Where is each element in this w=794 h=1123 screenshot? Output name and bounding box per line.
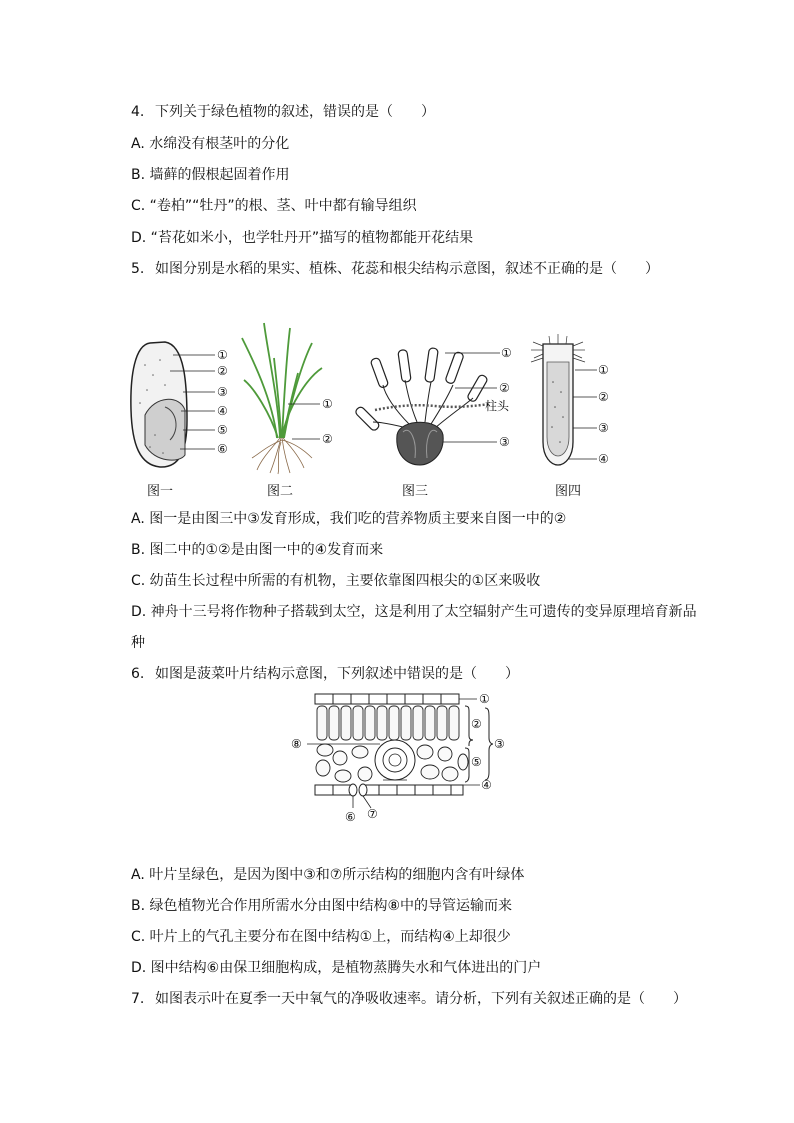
q5-stem-text: 如图分别是水稻的果实、植株、花蕊和根尖结构示意图，叙述不正确的是（ ） bbox=[155, 261, 659, 277]
fig4-label-1: ① bbox=[598, 363, 609, 377]
leaf-label-4: ④ bbox=[481, 778, 492, 792]
q5-figure-1-rice-grain bbox=[125, 335, 240, 470]
q5-option-d: D. 神舟十三号将作物种子搭载到太空，这是利用了太空辐射产生可遗传的变异原理培育新品 bbox=[131, 604, 697, 620]
q4-stem bbox=[131, 103, 435, 121]
fig3-label-stigma: 柱头 bbox=[485, 399, 510, 413]
fig4-label-4: ④ bbox=[598, 452, 609, 466]
fig1-label-5: ⑤ bbox=[217, 423, 228, 437]
fig4-label-3: ③ bbox=[598, 421, 609, 435]
fig1-label-3: ③ bbox=[217, 385, 228, 399]
q7-number: 7. bbox=[131, 991, 145, 1007]
q6-number: 6. bbox=[131, 666, 145, 682]
fig3-label-1: ① bbox=[501, 346, 512, 360]
q4-stem-text: 下列关于绿色植物的叙述，错误的是（ ） bbox=[155, 104, 435, 120]
q4-option-c: C. “卷柏”“牡丹”的根、茎、叶中都有输导组织 bbox=[131, 198, 417, 214]
q4-number: 4. bbox=[131, 104, 145, 120]
fig1-label-4: ④ bbox=[217, 404, 228, 418]
q6-option-b: B. 绿色植物光合作用所需水分由图中结构⑧中的导管运输而来 bbox=[131, 898, 513, 914]
fig1-label-2: ② bbox=[217, 364, 228, 378]
fig1-label-1: ① bbox=[217, 348, 228, 362]
q5-figure-2-caption: 图二 bbox=[266, 484, 293, 499]
q5-figure-3-caption: 图三 bbox=[401, 484, 428, 499]
q5-number: 5. bbox=[131, 261, 145, 277]
fig1-label-6: ⑥ bbox=[217, 442, 228, 456]
q5-stem bbox=[131, 260, 659, 278]
q7-stem bbox=[131, 990, 687, 1008]
q4-option-a: A. 水绵没有根茎叶的分化 bbox=[131, 136, 290, 152]
leaf-label-6: ⑥ bbox=[345, 810, 356, 824]
q5-option-d-continued: 种 bbox=[131, 635, 145, 651]
fig4-label-2: ② bbox=[598, 390, 609, 404]
leaf-label-2: ② bbox=[471, 717, 482, 731]
q5-figure-1-caption: 图一 bbox=[146, 484, 173, 499]
q5-option-c: C. 幼苗生长过程中所需的有机物，主要依靠图四根尖的①区来吸收 bbox=[131, 573, 541, 589]
q4-option-d: D. “苔花如米小，也学牡丹开”描写的植物都能开花结果 bbox=[131, 230, 474, 246]
q5-figure-2-rice-plant bbox=[232, 318, 342, 476]
q6-option-c: C. 叶片上的气孔主要分布在图中结构①上，而结构④上却很少 bbox=[131, 929, 511, 945]
fig3-label-2: ② bbox=[499, 381, 510, 395]
q6-option-d: D. 图中结构⑥由保卫细胞构成，是植物蒸腾失水和气体进出的门户 bbox=[131, 960, 542, 976]
fig2-label-2: ② bbox=[322, 432, 333, 446]
q5-figure-3-rice-flower bbox=[355, 340, 525, 470]
q5-figure-4-root-tip bbox=[525, 332, 620, 472]
leaf-label-7: ⑦ bbox=[367, 807, 378, 821]
q5-option-b: B. 图二中的①②是由图一中的④发育而来 bbox=[131, 542, 384, 558]
leaf-label-3: ③ bbox=[494, 737, 505, 751]
q6-stem bbox=[131, 665, 519, 683]
leaf-label-5: ⑤ bbox=[471, 755, 482, 769]
q6-option-a: A. 叶片呈绿色，是因为图中③和⑦所示结构的细胞内含有叶绿体 bbox=[131, 867, 525, 883]
q6-stem-text: 如图是菠菜叶片结构示意图，下列叙述中错误的是（ ） bbox=[155, 666, 519, 682]
q5-figure-4-caption: 图四 bbox=[554, 484, 581, 499]
fig2-label-1: ① bbox=[322, 397, 333, 411]
q4-option-b: B. 墙藓的假根起固着作用 bbox=[131, 167, 290, 183]
q7-stem-text: 如图表示叶在夏季一天中氧气的净吸收速率。请分析，下列有关叙述正确的是（ ） bbox=[155, 991, 687, 1007]
leaf-label-8: ⑧ bbox=[291, 737, 302, 751]
q5-option-a: A. 图一是由图三中③发育形成，我们吃的营养物质主要来自图一中的② bbox=[131, 511, 567, 527]
fig3-label-3: ③ bbox=[499, 435, 510, 449]
q6-figure-leaf-cross-section bbox=[285, 688, 515, 828]
leaf-label-1: ① bbox=[479, 692, 490, 706]
